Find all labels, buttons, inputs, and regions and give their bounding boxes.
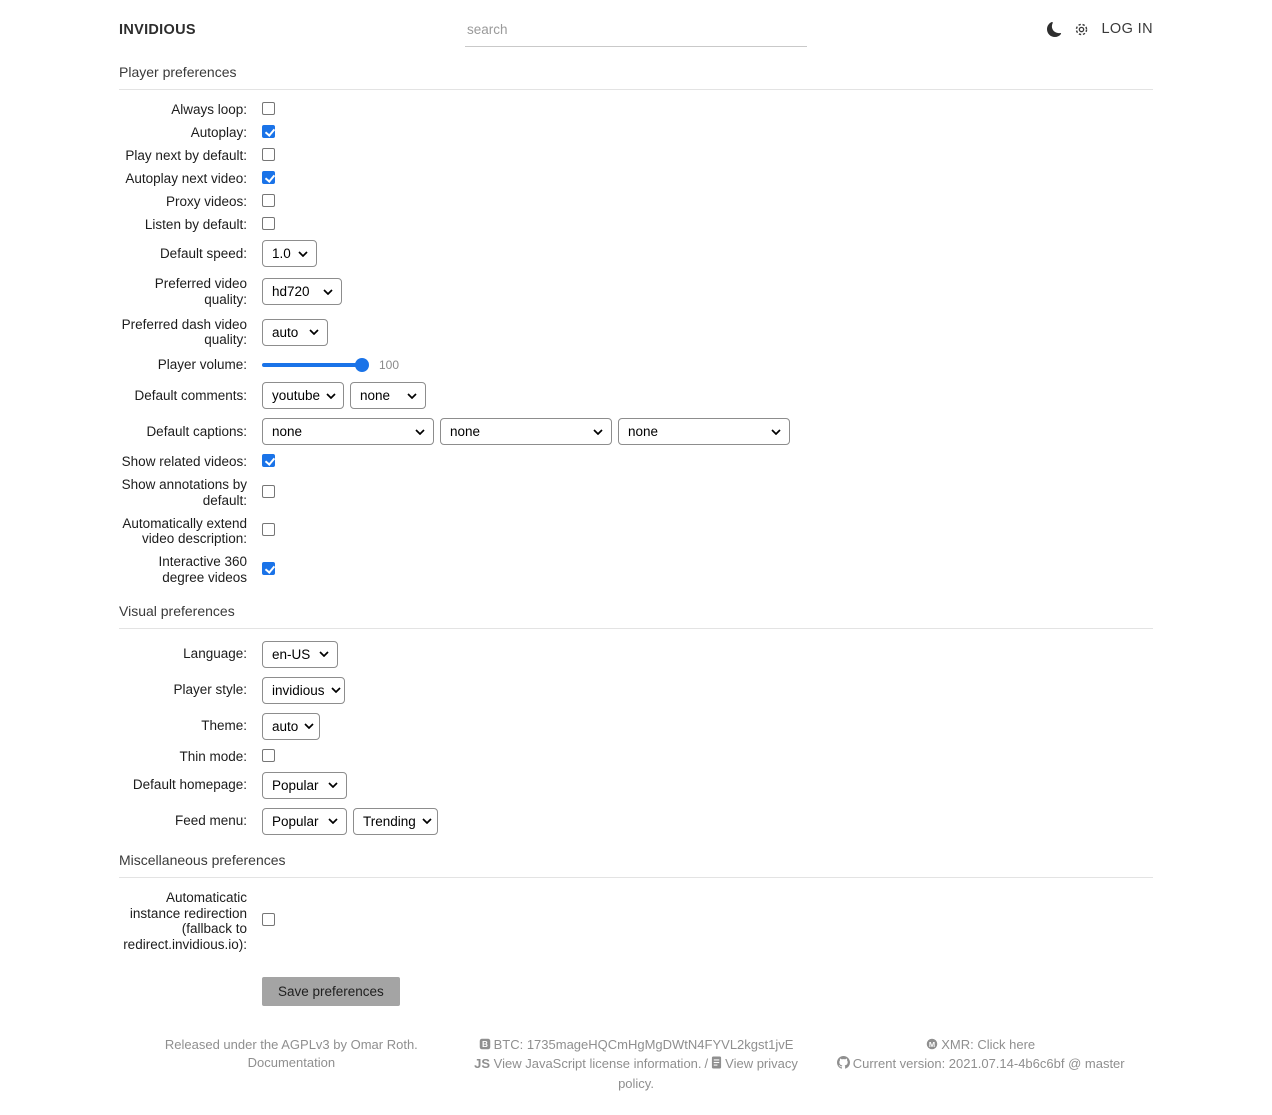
- show-related-label: Show related videos:: [121, 454, 247, 470]
- chevron-down-icon: [304, 723, 314, 729]
- visual-preferences-form: [119, 641, 1153, 835]
- form-row: [119, 477, 1153, 509]
- default-captions-value-3: none: [628, 424, 659, 440]
- dash-quality-value: auto: [272, 324, 299, 340]
- form-row: [119, 276, 1153, 308]
- theme-label: Theme:: [201, 718, 247, 734]
- player-style-label: Player style:: [173, 682, 247, 698]
- footer-donate-column: [464, 1036, 809, 1093]
- default-homepage-label: Default homepage:: [132, 777, 247, 793]
- form-row: [119, 240, 1153, 267]
- default-comments-select-2[interactable]: [350, 382, 426, 409]
- page-footer: [119, 1036, 1153, 1115]
- autoplay-next-checkbox[interactable]: [262, 171, 275, 184]
- chevron-down-icon: [328, 818, 338, 824]
- chevron-down-icon: [415, 429, 425, 435]
- feed-menu-value-1: Popular: [272, 813, 319, 829]
- dash-quality-label: Preferred dash video quality:: [121, 316, 247, 348]
- moon-icon[interactable]: [1047, 22, 1062, 37]
- misc-preferences-form: [119, 890, 1153, 953]
- default-captions-select-1[interactable]: [262, 418, 434, 445]
- listen-default-checkbox[interactable]: [262, 217, 275, 230]
- svg-text:M: M: [929, 1039, 936, 1049]
- player-volume-slider[interactable]: [262, 357, 1153, 373]
- log-in-link[interactable]: LOG IN: [1101, 21, 1153, 37]
- chevron-down-icon: [771, 429, 781, 435]
- form-row: [119, 808, 1153, 835]
- default-captions-value-1: none: [272, 424, 303, 440]
- chevron-down-icon: [593, 429, 603, 435]
- misc-preferences-title: Miscellaneous preferences: [119, 852, 1153, 878]
- vr360-checkbox[interactable]: [262, 562, 275, 575]
- proxy-videos-label: Proxy videos:: [165, 194, 247, 210]
- player-preferences-title: Player preferences: [119, 64, 1153, 90]
- save-preferences-button[interactable]: Save preferences: [262, 977, 400, 1006]
- feed-menu-select-1[interactable]: [262, 808, 347, 835]
- default-comments-label: Default comments:: [134, 387, 247, 403]
- form-row: [119, 357, 1153, 373]
- form-row: [119, 890, 1153, 953]
- extend-description-checkbox[interactable]: [262, 523, 275, 536]
- feed-menu-select-2[interactable]: [353, 808, 438, 835]
- language-select[interactable]: [262, 641, 338, 668]
- dash-quality-select[interactable]: [262, 319, 328, 346]
- chevron-down-icon: [309, 329, 319, 335]
- form-row: [119, 217, 1153, 233]
- footer-separator: /: [704, 1056, 709, 1072]
- monero-icon: [926, 1037, 938, 1055]
- chevron-down-icon: [323, 289, 333, 295]
- language-label: Language:: [183, 646, 247, 662]
- form-row: [119, 171, 1153, 187]
- show-related-checkbox[interactable]: [262, 454, 275, 467]
- slider-thumb[interactable]: [355, 358, 369, 372]
- form-row: [119, 516, 1153, 548]
- default-captions-label: Default captions:: [146, 423, 247, 439]
- js-license-link[interactable]: View JavaScript license information.: [493, 1056, 702, 1072]
- form-row: [119, 418, 1153, 445]
- chevron-down-icon: [319, 651, 329, 657]
- auto-redirect-checkbox[interactable]: [262, 913, 275, 926]
- svg-text:B: B: [481, 1040, 488, 1050]
- footer-version-column: [808, 1036, 1153, 1093]
- chevron-down-icon: [422, 818, 432, 824]
- default-homepage-select[interactable]: [262, 772, 347, 799]
- form-row: [119, 454, 1153, 470]
- video-quality-label: Preferred video quality:: [154, 276, 247, 307]
- player-volume-value: 100: [379, 358, 400, 373]
- page-container: [119, 0, 1153, 1115]
- language-value: en-US: [272, 646, 311, 662]
- play-next-label: Play next by default:: [125, 148, 247, 164]
- video-quality-select[interactable]: [262, 278, 342, 305]
- player-style-select[interactable]: [262, 677, 345, 704]
- chevron-down-icon: [331, 687, 341, 693]
- bitcoin-icon: [479, 1037, 491, 1055]
- chevron-down-icon: [407, 393, 417, 399]
- play-next-checkbox[interactable]: [262, 148, 275, 161]
- video-quality-value: hd720: [272, 284, 310, 300]
- form-row: [119, 382, 1153, 409]
- form-row: [119, 148, 1153, 164]
- extend-description-label: Automatically extend video description:: [122, 515, 247, 547]
- form-row: [119, 317, 1153, 349]
- top-navbar: [119, 0, 1153, 47]
- license-text: Released under the AGPLv3 by Omar Roth.: [164, 1036, 418, 1052]
- always-loop-label: Always loop:: [171, 102, 247, 118]
- default-speed-select[interactable]: [262, 240, 317, 267]
- chevron-down-icon: [328, 782, 338, 788]
- form-row: [119, 554, 1153, 586]
- form-row: [119, 194, 1153, 210]
- document-icon: [711, 1056, 722, 1074]
- default-comments-value-1: youtube: [272, 388, 321, 404]
- search-zone: [465, 18, 807, 47]
- invidious-logo-link[interactable]: INVIDIOUS: [119, 22, 196, 38]
- js-icon: JS: [474, 1056, 491, 1072]
- form-row: [119, 713, 1153, 740]
- default-captions-select-3[interactable]: [618, 418, 790, 445]
- search-input[interactable]: [465, 18, 807, 47]
- default-comments-value-2: none: [360, 388, 391, 404]
- btc-address-text: BTC: 1735mageHQCmHgMgDWtN4FYVL2kgst1jvE: [493, 1036, 794, 1052]
- default-captions-value-2: none: [450, 424, 481, 440]
- footer-license-column: [119, 1036, 464, 1093]
- feed-menu-label: Feed menu:: [174, 813, 247, 829]
- form-row: [119, 102, 1153, 118]
- gear-icon[interactable]: [1074, 22, 1089, 37]
- default-captions-select-2[interactable]: [440, 418, 612, 445]
- form-row: [119, 677, 1153, 704]
- theme-select[interactable]: [262, 713, 320, 740]
- documentation-link[interactable]: Documentation: [247, 1055, 336, 1071]
- annotations-checkbox[interactable]: [262, 485, 275, 498]
- always-loop-checkbox[interactable]: [262, 102, 275, 115]
- player-style-value: invidious: [272, 682, 325, 698]
- form-row: [119, 125, 1153, 141]
- default-speed-label: Default speed:: [159, 245, 247, 261]
- thin-mode-label: Thin mode:: [179, 748, 247, 764]
- auto-redirect-label: Automaticatic instance redirection (fallback to redirect.invidious.io):: [123, 889, 247, 953]
- form-row: [119, 749, 1153, 765]
- player-preferences-form: [119, 102, 1153, 586]
- default-comments-select-1[interactable]: [262, 382, 344, 409]
- vr360-label: Interactive 360 degree videos: [158, 554, 247, 586]
- default-speed-value: 1.0: [272, 246, 291, 261]
- theme-value: auto: [272, 718, 299, 734]
- autoplay-next-label: Autoplay next video:: [125, 171, 247, 187]
- privacy-policy-link[interactable]: View privacy policy.: [618, 1056, 798, 1091]
- chevron-down-icon: [326, 393, 336, 399]
- slider-track[interactable]: [262, 363, 362, 367]
- xmr-label: XMR:: [941, 1036, 974, 1052]
- autoplay-checkbox[interactable]: [262, 125, 275, 138]
- form-row: [119, 641, 1153, 668]
- version-text: Current version: 2021.07.14-4b6c6bf @ master: [852, 1056, 1125, 1072]
- listen-default-label: Listen by default:: [144, 217, 247, 233]
- xmr-click-here-link[interactable]: Click here: [977, 1036, 1036, 1052]
- chevron-down-icon: [298, 251, 308, 257]
- thin-mode-checkbox[interactable]: [262, 749, 275, 762]
- player-volume-label: Player volume:: [157, 357, 247, 373]
- brand-zone: [119, 18, 465, 38]
- feed-menu-value-2: Trending: [363, 813, 416, 829]
- autoplay-label: Autoplay:: [190, 125, 247, 141]
- annotations-label: Show annotations by default:: [121, 477, 247, 508]
- default-homepage-value: Popular: [272, 777, 319, 793]
- visual-preferences-title: Visual preferences: [119, 603, 1153, 629]
- github-icon: [837, 1056, 850, 1074]
- user-zone: [807, 18, 1153, 37]
- proxy-videos-checkbox[interactable]: [262, 194, 275, 207]
- form-row: [119, 772, 1153, 799]
